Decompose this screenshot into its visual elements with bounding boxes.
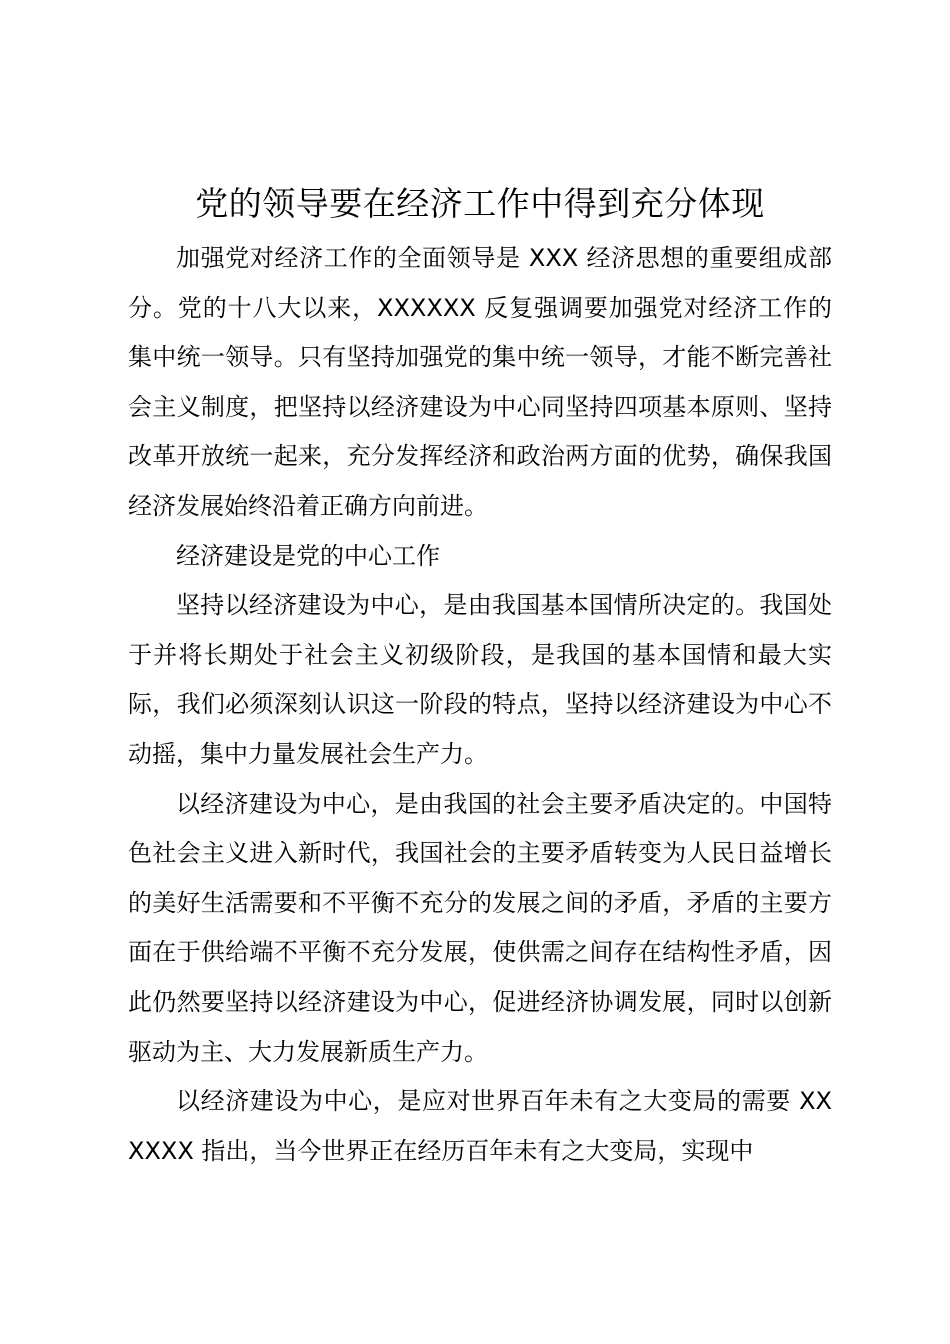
document-title: 党的领导要在经济工作中得到充分体现 — [195, 184, 765, 223]
section-heading: 经济建设是党的中心工作 — [176, 541, 440, 570]
document-page — [128, 180, 832, 1176]
paragraph-intro: 加强党对经济工作的全面领导是 XXX 经济思想的重要组成部分。党的十八大以来，XXXXXX 反复强调要加强党对经济工作的集中统一领导。只有坚持加强党的集中统一领导，才能不断完善社会主义制度，把坚持以经济建设为中心同坚持四项基本原则、坚持改革开放统一起来，充分发挥经济和政治两方面的优势，确保我国经济发展始终沿着正确方向前进。 — [128, 244, 832, 520]
paragraph-global-changes: 以经济建设为中心，是应对世界百年未有之大变局的需要 XXXXXX 指出，当今世界正在经历百年未有之大变局，实现中 — [128, 1087, 832, 1165]
paragraph-principal-contradiction: 以经济建设为中心，是由我国的社会主要矛盾决定的。中国特色社会主义进入新时代，我国社会的主要矛盾转变为人民日益增长的美好生活需要和不平衡不充分的发展之间的矛盾，矛盾的主要方面在于供给端不平衡不充分发展，使供需之间存在结构性矛盾，因此仍然要坚持以经济建设为中心，促进经济协调发展，同时以创新驱动为主、大力发展新质生产力。 — [128, 789, 832, 1066]
paragraph-national-conditions: 坚持以经济建设为中心，是由我国基本国情所决定的。我国处于并将长期处于社会主义初级阶段，是我国的基本国情和最大实际，我们必须深刻认识这一阶段的特点，坚持以经济建设为中心不动摇，集中力量发展社会生产力。 — [128, 591, 832, 768]
